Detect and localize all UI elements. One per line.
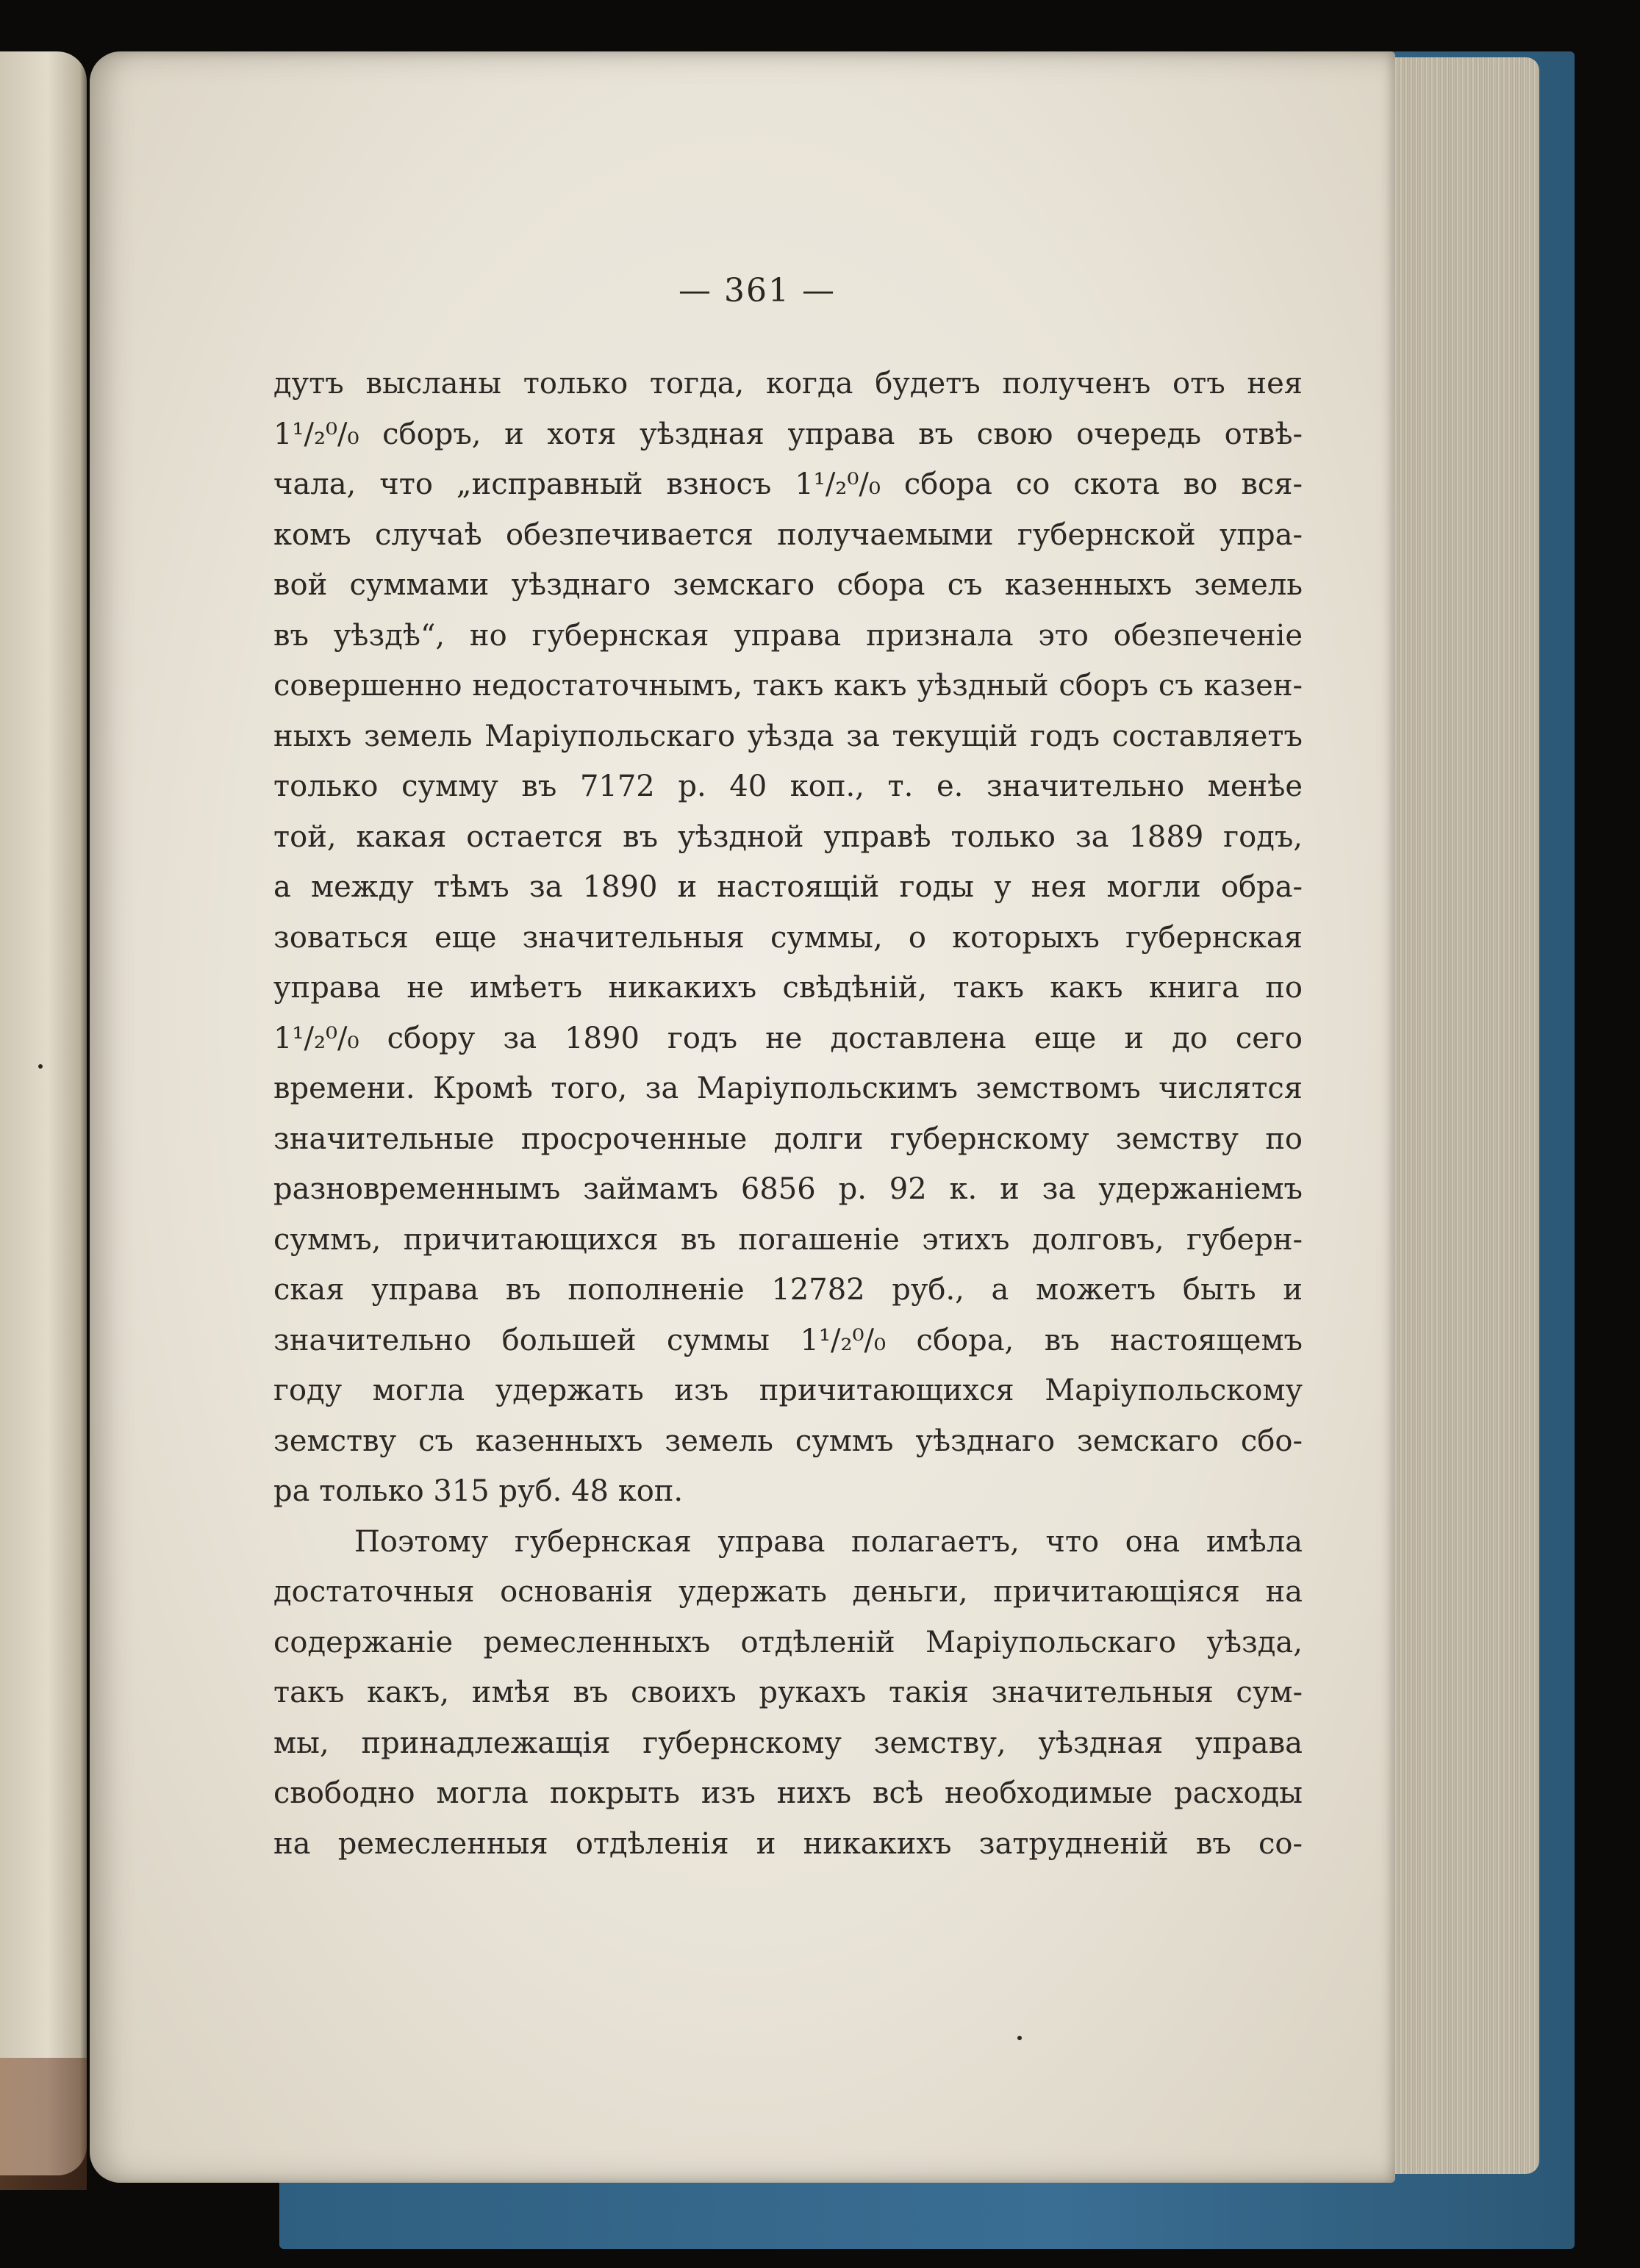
text-line: ныхъ земель Маріупольскаго уѣзда за текущій годъ составляетъ [273,719,1303,753]
text-line: времени. Кромѣ того, за Маріупольскимъ земствомъ числятся [273,1072,1303,1105]
text-line: такъ какъ, имѣя въ своихъ рукахъ такія значительныя сум- [273,1676,1303,1709]
left-page-edge [0,51,87,2175]
page-text [273,359,1303,1869]
ink-speck [1017,2036,1022,2040]
text-line: дутъ высланы только тогда, когда будетъ полученъ отъ нея [273,367,1303,401]
text-line: земству съ казенныхъ земель суммъ уѣзднаго земскаго сбо- [273,1424,1303,1458]
text-line: значительно большей суммы 1¹/₂⁰/₀ сбора, въ настоящемъ [273,1323,1303,1357]
text-line: 1¹/₂⁰/₀ сборъ, и хотя уѣздная управа въ свою очередь отвѣ- [273,417,1303,451]
text-line: комъ случаѣ обезпечивается получаемыми губернской упра- [273,517,1303,552]
text-line: содержаніе ремесленныхъ отдѣленій Маріупольскаго уѣзда, [273,1625,1303,1659]
book-page [90,51,1395,2183]
text-line: управа не имѣетъ никакихъ свѣдѣній, такъ какъ книга по [273,971,1303,1005]
page-stack-edge [1382,57,1539,2174]
text-line: году могла удержать изъ причитающихся Маріупольскому [273,1374,1303,1407]
text-line: совершенно недостаточнымъ, такъ какъ уѣздный сборъ съ казен- [273,669,1303,703]
text-line: чала, что „исправный взносъ 1¹/₂⁰/₀ сбора со скота во вся- [273,467,1303,501]
text-line: той, какая остается въ уѣздной управѣ только за 1889 годъ, [273,819,1303,854]
left-page-bottom-edge [0,2058,87,2190]
page-number: — 361 — [678,272,836,309]
text-line: мы, принадлежащія губернскому земству, уѣздная управа [273,1726,1303,1760]
text-line: разновременнымъ займамъ 6856 р. 92 к. и за удержаніемъ [273,1172,1303,1206]
text-line: зоваться еще значительныя суммы, о которыхъ губернская [273,920,1303,955]
text-line: ра только 315 руб. 48 коп. [273,1474,684,1508]
ink-speck [38,1064,43,1069]
text-line: ская управа въ пополненіе 12782 руб., а можетъ быть и [273,1273,1303,1307]
text-line: достаточныя основанія удержать деньги, причитающіяся на [273,1575,1303,1609]
text-line: только сумму въ 7172 р. 40 коп., т. е. значительно менѣе [273,769,1303,803]
text-line: на ремесленныя отдѣленія и никакихъ затрудненій въ со- [273,1826,1303,1861]
text-line: въ уѣздѣ“, но губернская управа признала это обезпеченіе [273,618,1303,653]
text-line: а между тѣмъ за 1890 и настоящій годы у нея могли обра- [273,870,1303,904]
text-line: свободно могла покрыть изъ нихъ всѣ необходимые расходы [273,1776,1303,1810]
text-line: 1¹/₂⁰/₀ сбору за 1890 годъ не доставлена еще и до сего [273,1021,1303,1055]
text-line: значительные просроченные долги губернскому земству по [273,1122,1303,1156]
text-line: вой суммами уѣзднаго земскаго сбора съ казенныхъ земель [273,568,1303,602]
text-line: Поэтому губернская управа полагаетъ, что она имѣла [354,1524,1303,1559]
text-line: суммъ, причитающихся въ погашеніе этихъ долговъ, губерн- [273,1222,1303,1257]
